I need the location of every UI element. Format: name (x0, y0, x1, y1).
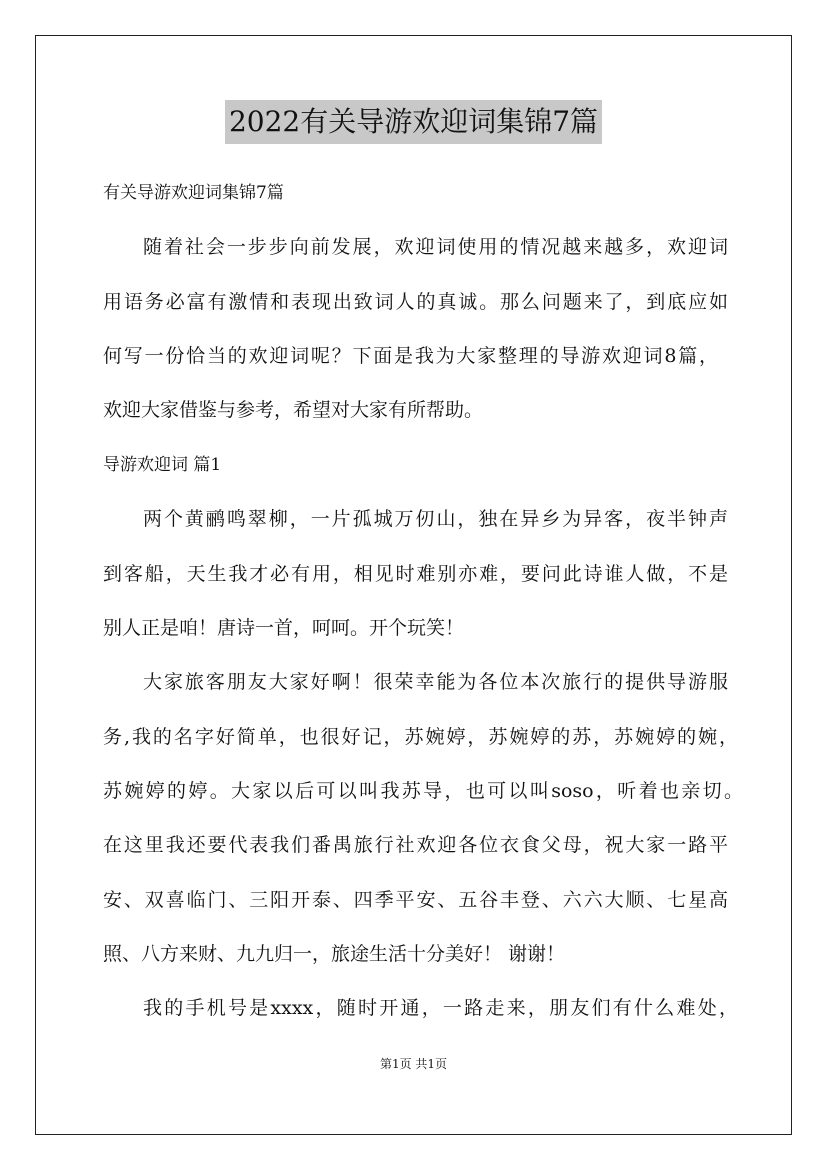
intro-line: 欢迎大家借鉴与参考，希望对大家有所帮助。 (103, 399, 484, 421)
paragraph-line: 我的手机号是xxxx，随时开通，一路走来，朋友们有什么难处， (143, 997, 738, 1019)
document-title: 2022有关导游欢迎词集锦7篇 (225, 100, 602, 144)
document-subtitle: 有关导游欢迎词集锦7篇 (103, 183, 284, 203)
paragraph-line: 务,我的名字好简单，也很好记，苏婉婷，苏婉婷的苏，苏婉婷的婉， (103, 726, 738, 748)
paragraph-line: 苏婉婷的婷。大家以后可以叫我苏导，也可以叫soso，听着也亲切。 (103, 780, 743, 802)
title-container (0, 100, 827, 144)
paragraph-line: 两个黄鹂鸣翠柳，一片孤城万仞山，独在异乡为异客，夜半钟声 (143, 508, 728, 530)
paragraph-line: 到客船，天生我才必有用，相见时难别亦难，要问此诗谁人做，不是 (103, 563, 728, 585)
paragraph-line: 照、八方来财、九九归一，旅途生活十分美好！ 谢谢！ (103, 943, 566, 965)
intro-line: 随着社会一步步向前发展，欢迎词使用的情况越来越多，欢迎词 (143, 236, 728, 258)
paragraph-line: 大家旅客朋友大家好啊！很荣幸能为各位本次旅行的提供导游服 (143, 671, 728, 693)
paragraph-line: 在这里我还要代表我们番禺旅行社欢迎各位衣食父母，祝大家一路平 (103, 834, 728, 856)
intro-line: 用语务必富有激情和表现出致词人的真诚。那么问题来了，到底应如 (103, 291, 728, 313)
intro-line: 何写一份恰当的欢迎词呢？下面是我为大家整理的导游欢迎词8篇， (103, 345, 718, 367)
paragraph-line: 别人正是咱！唐诗一首，呵呵。开个玩笑！ (103, 617, 465, 639)
page-footer: 第1页 共1页 (379, 1057, 448, 1071)
paragraph-line: 安、双喜临门、三阳开泰、四季平安、五谷丰登、六六大顺、七星高 (103, 889, 728, 911)
section-heading: 导游欢迎词 篇1 (103, 455, 222, 475)
